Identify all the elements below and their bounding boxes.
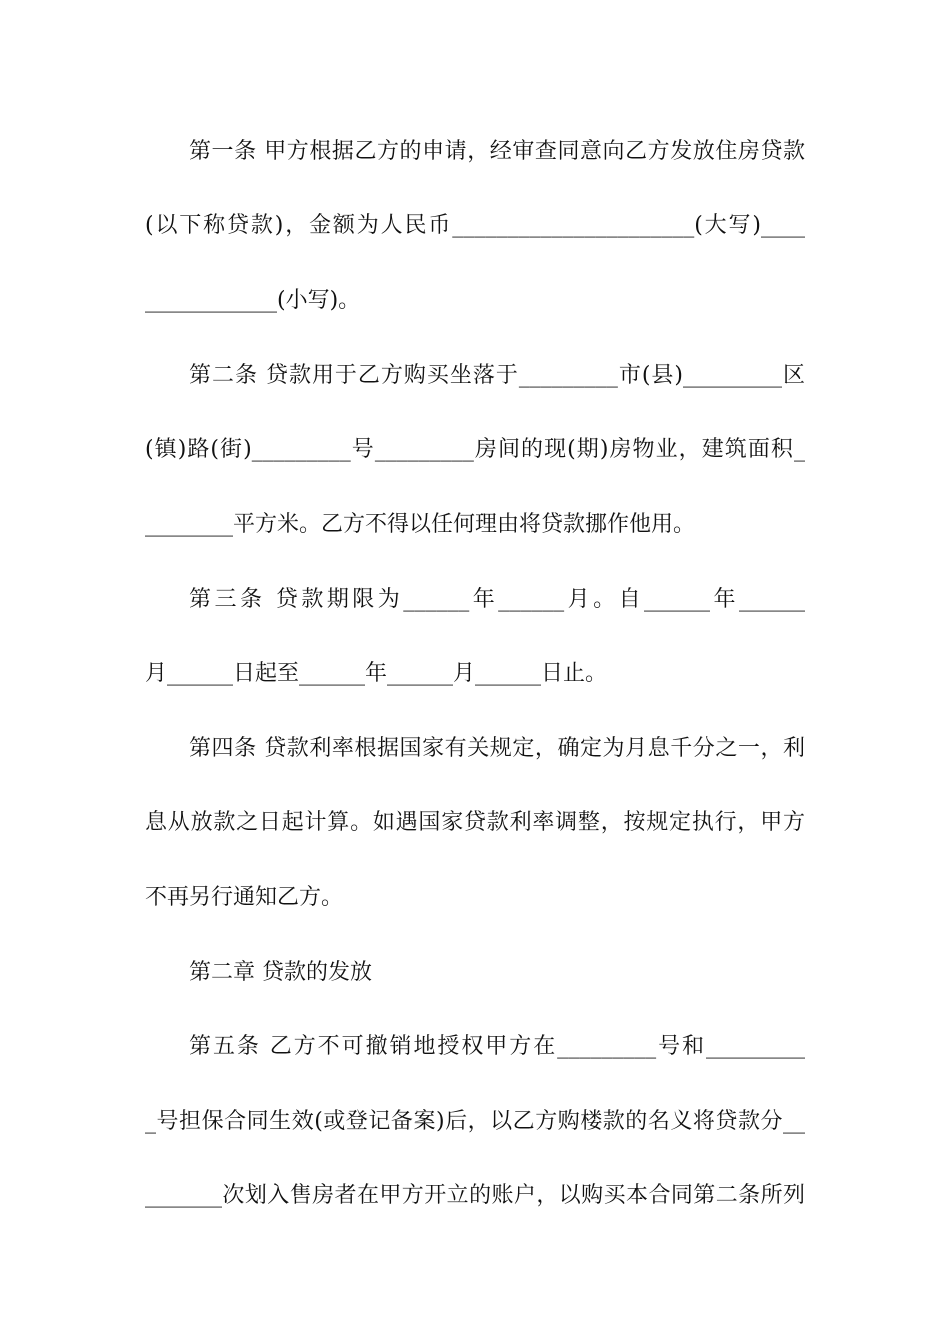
article-3-line-1: 第三条 贷款期限为______年______月。自______年______ [189,587,805,612]
article-4-line-2: 息从放款之日起计算。如遇国家贷款利率调整，按规定执行，甲方 [145,810,805,835]
article-3-line-2: 月______日起至______年______月______日止。 [145,661,608,686]
article-4-line-3: 不再另行通知乙方。 [145,885,344,910]
article-2-line-2: (镇)路(街)_________号_________房间的现(期)房物业，建筑面积_ [145,437,805,462]
article-1-line-2: (以下称贷款)，金额为人民币______________________(大写)____ [145,213,805,238]
article-1-line-1: 第一条 甲方根据乙方的申请，经审查同意向乙方发放住房贷款 [189,139,805,164]
article-1-line-3: ____________(小写)。 [145,288,361,313]
article-2-line-1: 第二条 贷款用于乙方购买坐落于_________市(县)_________区 [189,363,805,388]
article-2-line-3: ________平方米。乙方不得以任何理由将贷款挪作他用。 [145,512,696,537]
chapter-2-heading: 第二章 贷款的发放 [189,960,372,985]
article-5-line-2: _号担保合同生效(或登记备案)后，以乙方购楼款的名义将贷款分__ [145,1109,805,1134]
article-4-line-1: 第四条 贷款利率根据国家有关规定，确定为月息千分之一，利 [189,736,805,761]
article-5-line-3: _______次划入售房者在甲方开立的账户，以购买本合同第二条所列 [145,1183,805,1208]
article-5-line-1: 第五条 乙方不可撤销地授权甲方在_________号和_________ [189,1034,805,1059]
